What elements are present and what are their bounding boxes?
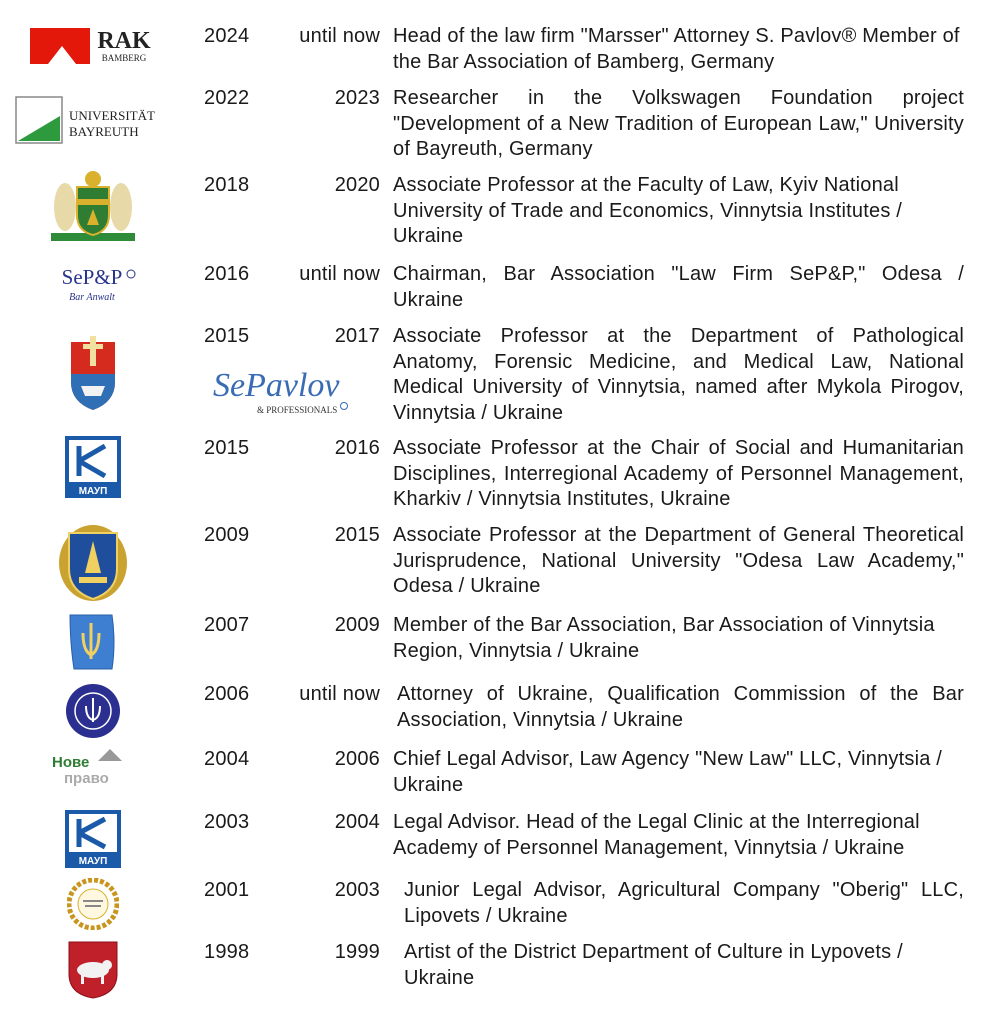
entry-description: Attorney of Ukraine, Qualification Commission of the Bar Association, Vinnytsia / Ukraine — [397, 683, 964, 731]
universitat-bayreuth-logo — [0, 94, 185, 146]
sepp-bar-anwalt-logo — [0, 264, 185, 308]
entry-description: Member of the Bar Association, Bar Association of Vinnytsia Region, Vinnytsia / Ukraine — [393, 614, 935, 662]
pavlov-name: SePavlov — [213, 367, 340, 404]
lypovets-coat-of-arms — [0, 940, 185, 1000]
end-year: until now — [299, 263, 380, 285]
pavlov-sub: & PROFESSIONALS — [257, 405, 338, 415]
vinnytsia-medical-university-emblem — [0, 332, 185, 412]
entry-description: Researcher in the Volkswagen Foundation project "Development of a New Tradition of European Law," University of Bayreuth, Germany — [393, 87, 964, 160]
end-year: 2020 — [334, 174, 380, 196]
end-year: 2004 — [334, 811, 380, 833]
entry-description: Associate Professor at the Department of Pathological Anatomy, Forensic Medicine, and Medical Law, National Medical University of Vinnytsia, named after Mykola Pirogov, Vinnytsia / Ukraine — [393, 325, 964, 424]
nove-line2: право — [63, 770, 109, 787]
start-year: 2003 — [204, 811, 250, 833]
oberig-wreath-logo — [0, 878, 185, 930]
end-year: until now — [299, 25, 380, 47]
start-year: 2015 — [204, 437, 250, 459]
entry-description: Associate Professor at the Chair of Social and Humanitarian Disciplines, Interregional Academy of Personnel Management, Kharkiv / Vinnytsia Institutes, Ukraine — [393, 437, 964, 510]
end-year: until now — [299, 683, 380, 705]
entry-description: Junior Legal Advisor, Agricultural Company "Oberig" LLC, Lipovets / Ukraine — [404, 879, 964, 927]
sepp-name: SeP&P — [61, 265, 122, 289]
start-year: 2007 — [204, 614, 250, 636]
kyiv-trade-economics-emblem — [0, 169, 185, 247]
start-year: 2022 — [204, 87, 250, 109]
start-year: 2018 — [204, 174, 250, 196]
maup-logo — [0, 436, 185, 498]
vinnytsia-bar-association-logo — [0, 613, 185, 671]
entry-description: Artist of the District Department of Culture in Lypovets / Ukraine — [404, 941, 903, 989]
end-year: 2009 — [334, 614, 380, 636]
bayreuth-line2: BAYREUTH — [69, 124, 139, 139]
start-year: 1998 — [204, 941, 250, 963]
end-year: 1999 — [334, 941, 380, 963]
end-year: 2003 — [334, 879, 380, 901]
end-year: 2015 — [334, 524, 380, 546]
end-year: 2016 — [334, 437, 380, 459]
start-year: 2009 — [204, 524, 250, 546]
entry-description: Associate Professor at the Faculty of Law, Kyiv National University of Trade and Economics, Vinnytsia Institutes / Ukraine — [393, 174, 903, 247]
rak-name: RAK — [96, 28, 151, 54]
start-year: 2006 — [204, 683, 250, 705]
start-year: 2016 — [204, 263, 250, 285]
qualification-commission-seal — [0, 682, 185, 740]
rak-city: BAMBERG — [101, 53, 146, 63]
sepp-sub: Bar Anwalt — [68, 292, 115, 303]
maup-logo — [0, 810, 185, 868]
sepavlov-professionals-logo — [205, 358, 355, 420]
entry-description: Chief Legal Advisor, Law Agency "New Law" LLC, Vinnytsia / Ukraine — [393, 748, 943, 796]
bayreuth-line1: UNIVERSITÄT — [69, 108, 155, 123]
start-year: 2015 — [204, 325, 250, 347]
end-year: 2017 — [334, 325, 380, 347]
rak-bamberg-logo — [0, 24, 185, 68]
entry-description: Legal Advisor. Head of the Legal Clinic at the Interregional Academy of Personnel Management, Vinnytsia / Ukraine — [393, 811, 920, 859]
end-year: 2006 — [334, 748, 380, 770]
maup-label: МАУП — [78, 856, 107, 867]
end-year: 2023 — [334, 87, 380, 109]
odesa-law-academy-emblem — [0, 523, 185, 603]
start-year: 2004 — [204, 748, 250, 770]
start-year: 2024 — [204, 25, 250, 47]
start-year: 2001 — [204, 879, 250, 901]
entry-description: Associate Professor at the Department of General Theoretical Jurisprudence, National University "Odesa Law Academy," Odesa / Ukraine — [393, 524, 964, 597]
maup-label: МАУП — [78, 486, 107, 497]
entry-description: Head of the law firm "Marsser" Attorney S. Pavlov® Member of the Bar Association of Bamberg, Germany — [393, 25, 960, 73]
nove-pravo-logo — [0, 747, 185, 787]
nove-line1: Нове — [51, 754, 89, 771]
entry-description: Chairman, Bar Association "Law Firm SeP&P," Odesa / Ukraine — [393, 263, 964, 311]
